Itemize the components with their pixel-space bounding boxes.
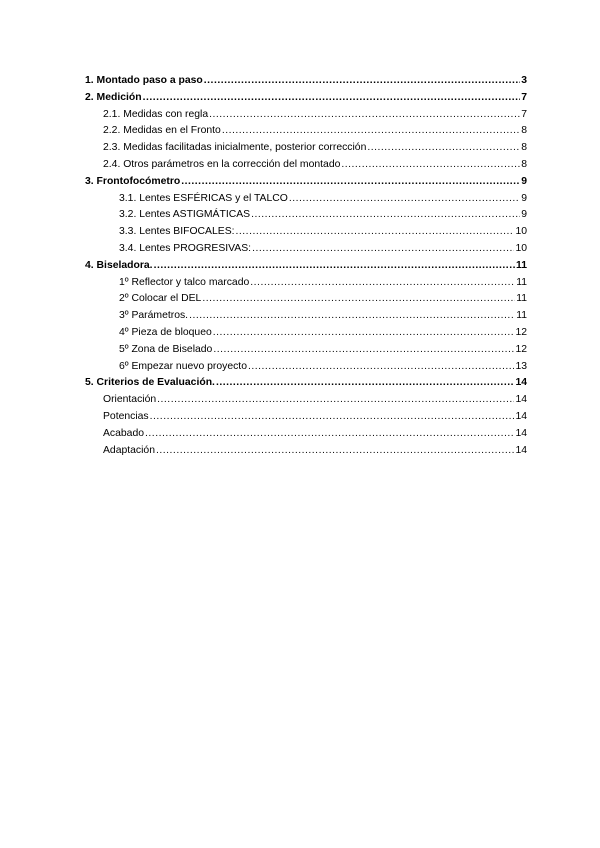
toc-dot-leader <box>251 207 520 224</box>
toc-dot-leader <box>189 308 515 325</box>
toc-entry-lentes-progresivas[interactable] <box>85 241 527 258</box>
toc-entry-nuevo-proyecto[interactable] <box>85 359 527 376</box>
toc-entry-criterios[interactable] <box>85 375 527 392</box>
toc-entry-title: 2.2. Medidas en el Fronto <box>103 125 221 137</box>
toc-entry-title: 3º Parámetros. <box>119 310 189 322</box>
toc-dot-leader <box>236 224 515 241</box>
toc-page-number: 14 <box>515 377 527 389</box>
toc-entry-title: 3. Frontofocómetro <box>85 175 181 187</box>
toc-dot-leader <box>156 443 514 460</box>
toc-entry-lentes-astigmaticas[interactable] <box>85 207 527 224</box>
toc-dot-leader <box>157 392 514 409</box>
toc-page-number: 13 <box>515 360 527 372</box>
toc-entry-title: 5º Zona de Biselado <box>119 343 213 355</box>
toc-entry-parametros[interactable] <box>85 308 527 325</box>
toc-entry-lentes-bifocales[interactable] <box>85 224 527 241</box>
toc-dot-leader <box>248 359 514 376</box>
toc-entry-title: 3.4. Lentes PROGRESIVAS: <box>119 242 252 254</box>
toc-entry-pieza-bloqueo[interactable] <box>85 325 527 342</box>
toc-entry-title: 3.3. Lentes BIFOCALES: <box>119 226 235 238</box>
toc-entry-title: 2.3. Medidas facilitadas inicialmente, posterior corrección <box>103 142 367 154</box>
toc-entry-title: 2º Colocar el DEL <box>119 293 202 305</box>
toc-page-number: 11 <box>516 276 527 288</box>
toc-page-number: 3 <box>521 75 527 86</box>
toc-entry-title: 6º Empezar nuevo proyecto <box>119 360 247 372</box>
toc-page-number: 9 <box>521 175 527 187</box>
toc-page-number: 10 <box>515 242 527 254</box>
toc-entry-reflector-talco[interactable] <box>85 275 527 292</box>
toc-entry-title: 1. Montado paso a paso <box>85 75 203 86</box>
toc-dot-leader <box>202 291 515 308</box>
toc-page-number: 8 <box>521 142 527 154</box>
toc-entry-medidas-regla[interactable] <box>85 107 527 124</box>
toc-dot-leader <box>341 157 520 174</box>
toc-entry-title: 1º Reflector y talco marcado <box>119 276 250 288</box>
toc-entry-medicion[interactable] <box>85 90 527 107</box>
toc-dot-leader <box>154 258 515 275</box>
toc-page-number: 11 <box>516 293 527 305</box>
toc-entry-zona-biselado[interactable] <box>85 342 527 359</box>
toc-entry-title: 3.1. Lentes ESFÉRICAS y el TALCO <box>119 192 288 204</box>
toc-entry-colocar-del[interactable] <box>85 291 527 308</box>
toc-dot-leader <box>250 275 515 292</box>
toc-dot-leader <box>252 241 514 258</box>
toc-entry-medidas-facilitadas[interactable] <box>85 140 527 157</box>
toc-entry-potencias[interactable] <box>85 409 527 426</box>
toc-dot-leader <box>216 375 515 392</box>
toc-page-number: 14 <box>515 410 527 422</box>
toc-entry-title: 2. Medición <box>85 91 142 103</box>
toc-dot-leader <box>150 409 515 426</box>
toc-entry-title: Adaptación <box>103 444 155 456</box>
toc-page-number: 9 <box>521 209 527 221</box>
toc-entry-frontofocometro[interactable] <box>85 174 527 191</box>
toc-page-number: 11 <box>516 310 527 322</box>
toc-entry-title: 4º Pieza de bloqueo <box>119 326 212 338</box>
toc-dot-leader <box>213 342 514 359</box>
toc-dot-leader <box>204 73 520 90</box>
toc-entry-title: 4. Biseladora. <box>85 259 153 271</box>
toc-entry-title: 2.1. Medidas con regla <box>103 108 209 120</box>
toc-page-number: 12 <box>515 343 527 355</box>
toc-dot-leader <box>145 426 514 443</box>
toc-entry-title: Potencias <box>103 410 149 422</box>
toc-page-number: 7 <box>521 91 527 103</box>
toc-dot-leader <box>143 90 521 107</box>
toc-dot-leader <box>367 140 520 157</box>
toc-dot-leader <box>213 325 515 342</box>
toc-page-number: 10 <box>515 226 527 238</box>
toc-page-number: 14 <box>515 427 527 439</box>
toc-entry-title: Orientación <box>103 394 157 406</box>
toc-page-number: 12 <box>515 326 527 338</box>
toc-dot-leader <box>181 174 520 191</box>
toc-page-number: 11 <box>516 259 527 271</box>
toc-entry-title: Acabado <box>103 427 145 439</box>
toc-dot-leader <box>289 191 520 208</box>
toc-entry-orientacion[interactable] <box>85 392 527 409</box>
toc-entry-acabado[interactable] <box>85 426 527 443</box>
toc-entry-title: 2.4. Otros parámetros en la corrección del montado <box>103 158 341 170</box>
toc-entry-title: 5. Criterios de Evaluación. <box>85 377 215 389</box>
toc-dot-leader <box>209 107 520 124</box>
toc-entry-montado[interactable] <box>85 73 527 90</box>
toc-entry-lentes-esfericas[interactable] <box>85 191 527 208</box>
toc-entry-biseladora[interactable] <box>85 258 527 275</box>
toc-dot-leader <box>222 123 520 140</box>
toc-page-number: 9 <box>521 192 527 204</box>
toc-page-number: 14 <box>515 444 527 456</box>
toc-entry-medidas-fronto[interactable] <box>85 123 527 140</box>
table-of-contents <box>85 73 527 459</box>
toc-entry-otros-parametros[interactable] <box>85 157 527 174</box>
toc-page-number: 14 <box>515 394 527 406</box>
toc-page-number: 8 <box>521 125 527 137</box>
toc-page-number: 7 <box>521 108 527 120</box>
toc-page-number: 8 <box>521 158 527 170</box>
toc-entry-adaptacion[interactable] <box>85 443 527 460</box>
toc-entry-title: 3.2. Lentes ASTIGMÁTICAS <box>119 209 251 221</box>
